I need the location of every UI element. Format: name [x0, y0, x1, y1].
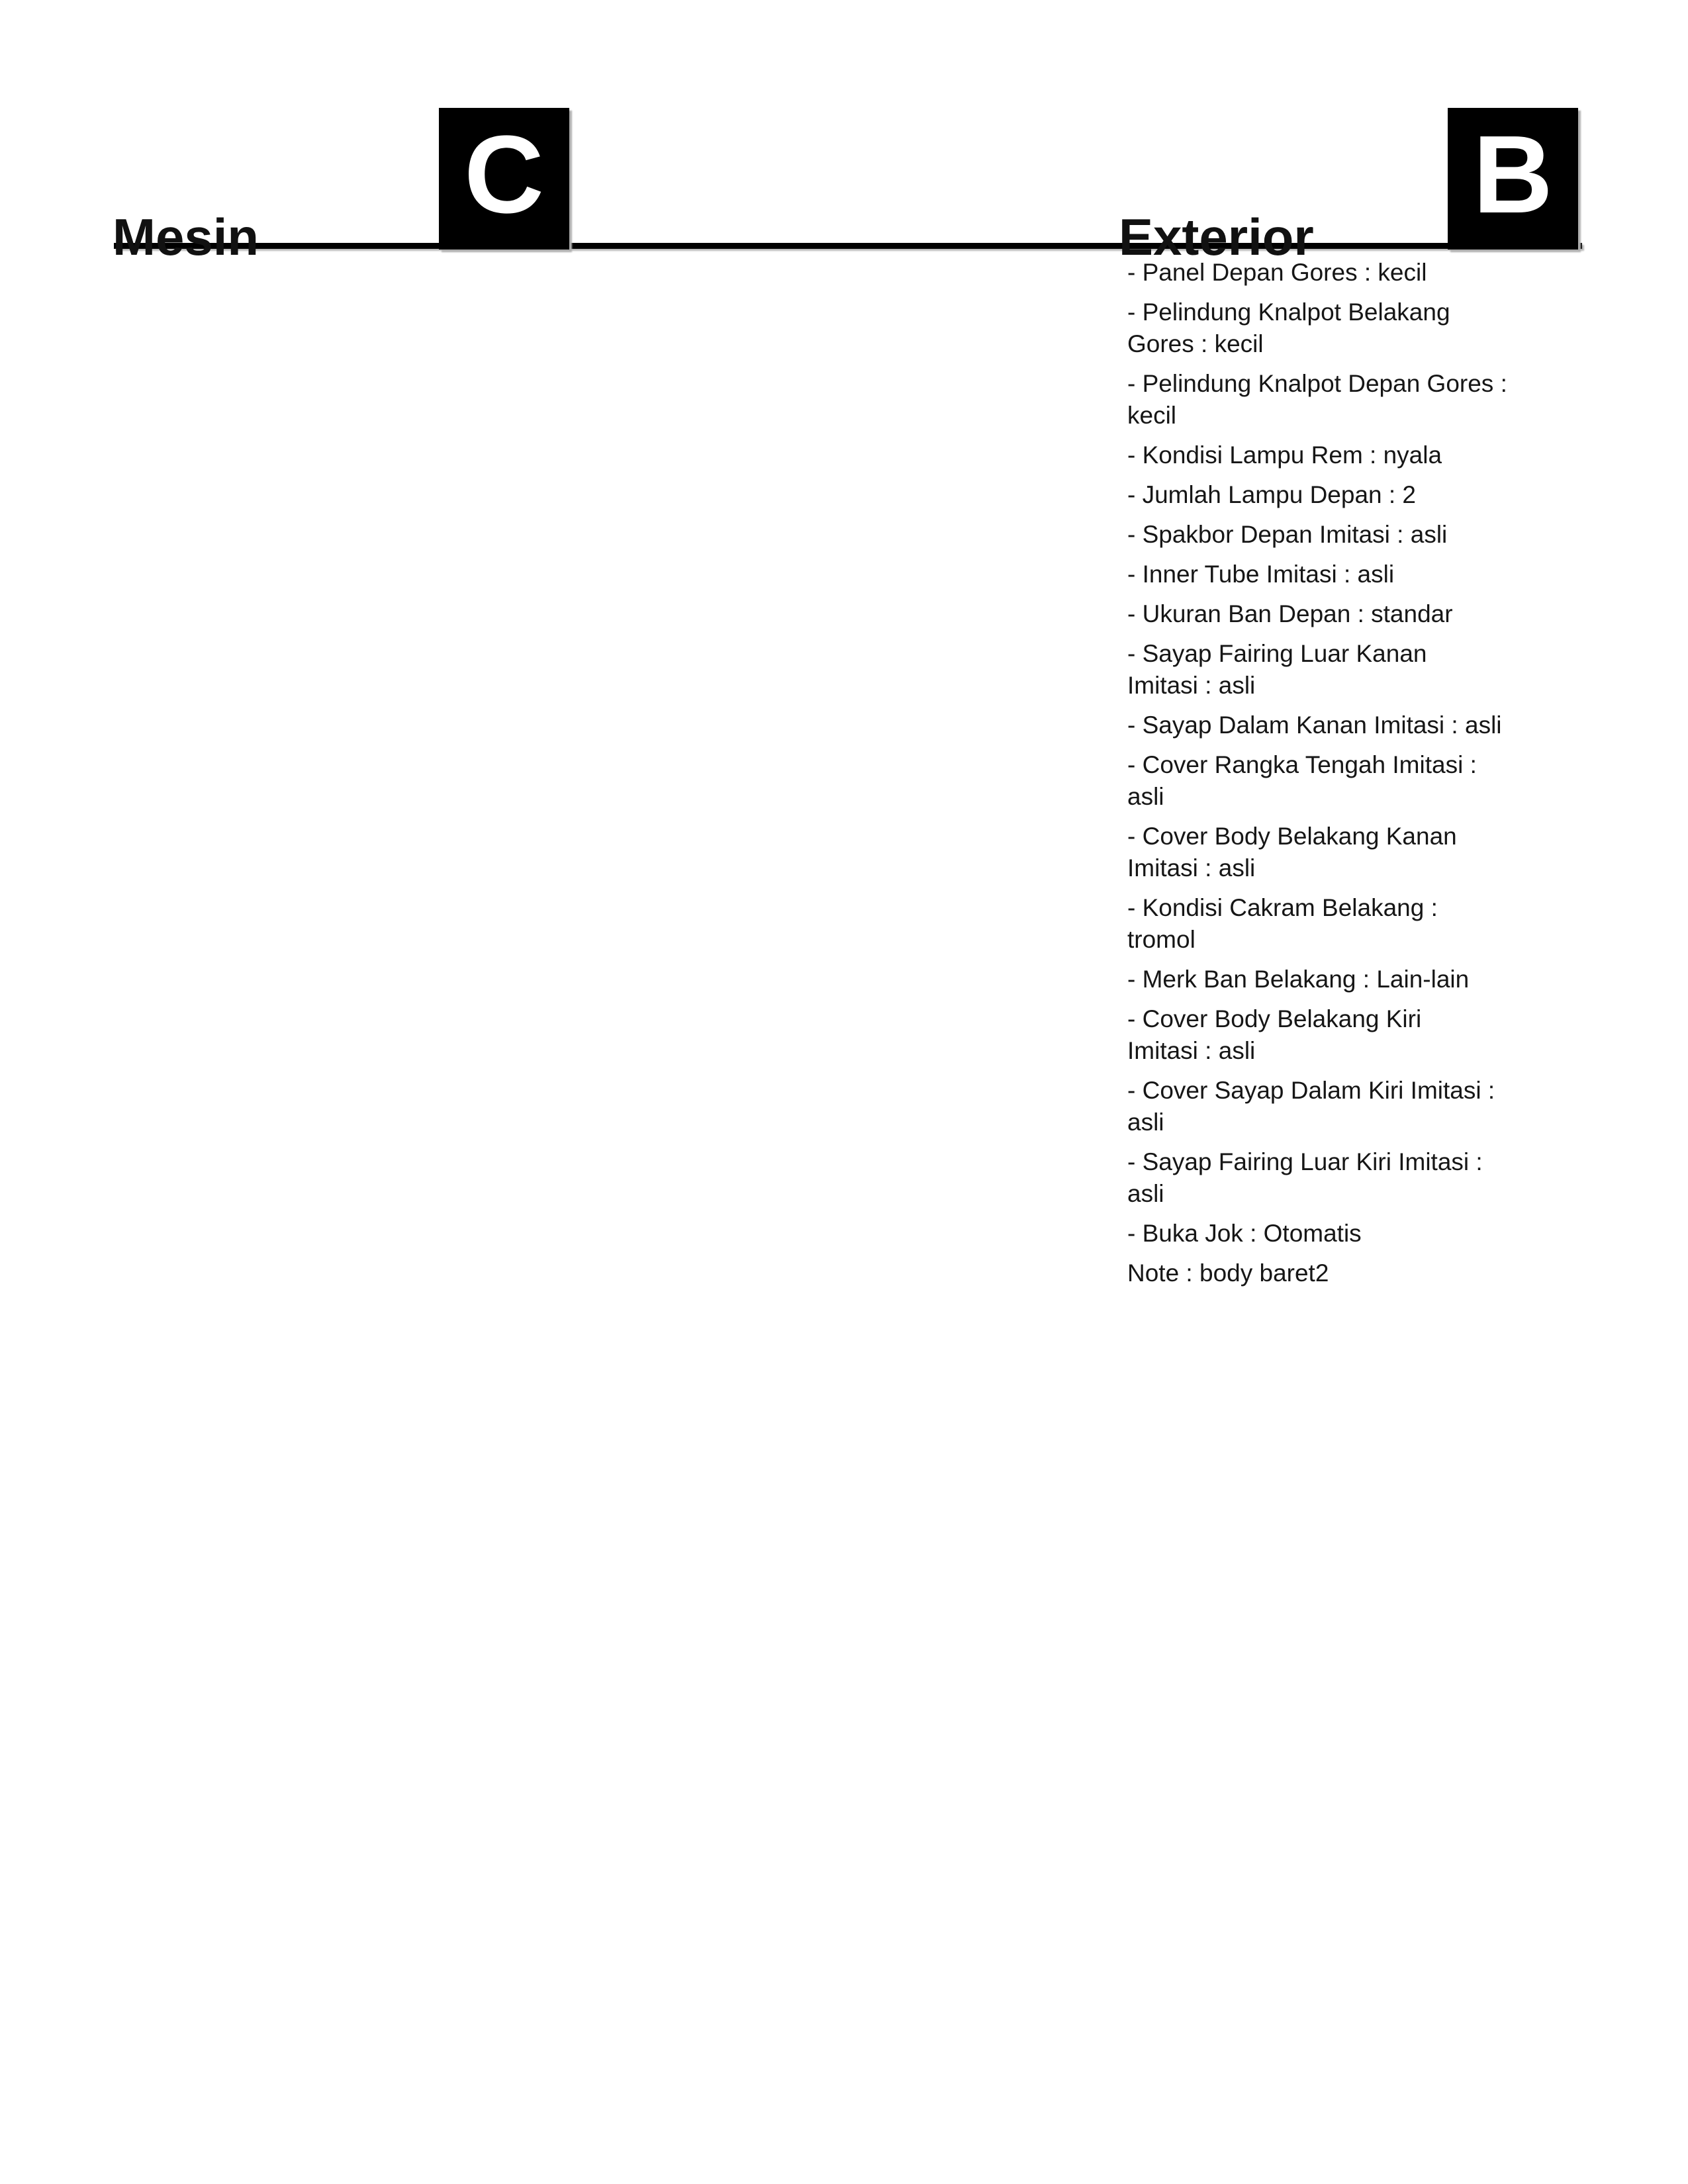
- exterior-items-list: [1127, 257, 1591, 1297]
- list-item: - Kondisi Cakram Belakang : tromol: [1127, 894, 1438, 953]
- list-item: - Pelindung Knalpot Depan Gores : kecil: [1127, 370, 1507, 429]
- list-item: - Cover Body Belakang Kanan Imitasi : asli: [1127, 823, 1457, 882]
- list-item: - Buka Jok : Otomatis: [1127, 1220, 1362, 1247]
- list-item: - Sayap Fairing Luar Kiri Imitasi : asli: [1127, 1148, 1483, 1207]
- list-item: - Spakbor Depan Imitasi : asli: [1127, 521, 1448, 548]
- list-item: - Cover Body Belakang Kiri Imitasi : asli: [1127, 1005, 1422, 1064]
- list-item: - Sayap Dalam Kanan Imitasi : asli: [1127, 711, 1502, 739]
- list-item: - Cover Rangka Tengah Imitasi : asli: [1127, 751, 1477, 810]
- section-title-mesin: Mesin: [113, 208, 259, 267]
- grade-letter-exterior: B: [1473, 113, 1553, 236]
- list-item: - Kondisi Lampu Rem : nyala: [1127, 441, 1442, 469]
- header-rule: [114, 243, 1582, 249]
- list-item: - Ukuran Ban Depan : standar: [1127, 600, 1453, 627]
- grade-box-mesin: [439, 108, 569, 250]
- grade-letter-mesin: C: [464, 113, 544, 236]
- list-item: - Cover Sayap Dalam Kiri Imitasi : asli: [1127, 1077, 1495, 1136]
- note-line: Note : body baret2: [1127, 1259, 1329, 1287]
- list-item: - Sayap Fairing Luar Kanan Imitasi : asli: [1127, 640, 1427, 699]
- list-item: - Jumlah Lampu Depan : 2: [1127, 481, 1417, 508]
- list-item: - Pelindung Knalpot Belakang Gores : kecil: [1127, 298, 1450, 357]
- list-item: - Inner Tube Imitasi : asli: [1127, 561, 1395, 588]
- grade-box-exterior: [1448, 108, 1578, 250]
- list-item: - Merk Ban Belakang : Lain-lain: [1127, 966, 1470, 993]
- section-title-exterior: Exterior: [1119, 208, 1314, 267]
- list-item: - Panel Depan Gores : kecil: [1127, 259, 1427, 286]
